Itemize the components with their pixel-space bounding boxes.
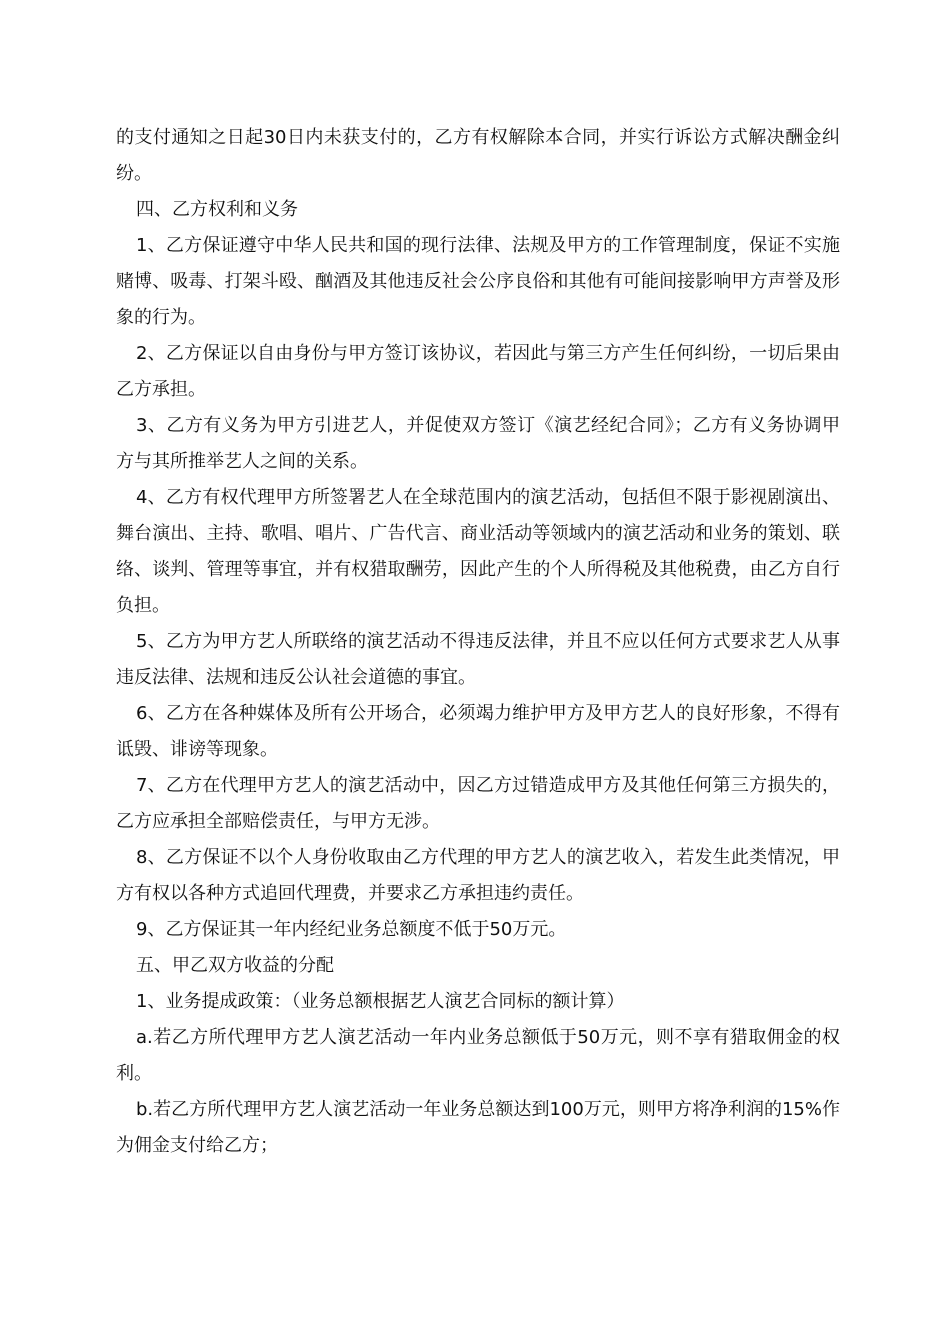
clause-commission-a: a.若乙方所代理甲方艺人演艺活动一年内业务总额低于50万元，则不享有猎取佣金的权利。 (116, 1027, 840, 1084)
section-heading-party-b-rights: 四、乙方权利和义务 (136, 199, 298, 220)
clause-9-minimum-volume: 9、乙方保证其一年内经纪业务总额度不低于50万元。 (136, 919, 567, 940)
clause-commission-b: b.若乙方所代理甲方艺人演艺活动一年业务总额达到100万元，则甲方将净利润的15%作为佣金支付给乙方； (116, 1099, 840, 1156)
clause-3-artist-introduction: 3、乙方有义务为甲方引进艺人，并促使双方签订《演艺经纪合同》；乙方有义务协调甲方与其所推举艺人之间的关系。 (116, 415, 840, 472)
clause-4-agency-rights: 4、乙方有权代理甲方所签署艺人在全球范围内的演艺活动，包括但不限于影视剧演出、舞台演出、主持、歌唱、唱片、广告代言、商业活动等领域内的演艺活动和业务的策划、联络、谈判、管理等事宜，并有权猎取酬劳，因此产生的个人所得税及其他税费，由乙方自行负担。 (116, 487, 840, 616)
clause-6-public-image: 6、乙方在各种媒体及所有公开场合，必须竭力维护甲方及甲方艺人的良好形象，不得有诋毁、诽谤等现象。 (116, 703, 840, 760)
clause-7-liability: 7、乙方在代理甲方艺人的演艺活动中，因乙方过错造成甲方及其他任何第三方损失的，乙方应承担全部赔偿责任，与甲方无涉。 (116, 775, 840, 832)
clause-commission-policy: 1、业务提成政策：（业务总额根据艺人演艺合同标的额计算） (136, 991, 625, 1012)
clause-1-law-compliance: 1、乙方保证遵守中华人民共和国的现行法律、法规及甲方的工作管理制度，保证不实施赌博、吸毒、打架斗殴、酗酒及其他违反社会公序良俗和其他有可能间接影响甲方声誉及形象的行为。 (116, 235, 840, 328)
section-heading-revenue-split: 五、甲乙双方收益的分配 (136, 955, 334, 976)
clause-2-free-identity: 2、乙方保证以自由身份与甲方签订该协议，若因此与第三方产生任何纠纷，一切后果由乙方承担。 (116, 343, 840, 400)
paragraph-payment-termination: 的支付通知之日起30日内未获支付的，乙方有权解除本合同，并实行诉讼方式解决酬金纠纷。 (116, 127, 840, 184)
document-body (116, 120, 840, 1164)
clause-8-income-collection: 8、乙方保证不以个人身份收取由乙方代理的甲方艺人的演艺收入，若发生此类情况，甲方有权以各种方式追回代理费，并要求乙方承担违约责任。 (116, 847, 840, 904)
clause-5-legal-activities: 5、乙方为甲方艺人所联络的演艺活动不得违反法律，并且不应以任何方式要求艺人从事违反法律、法规和违反公认社会道德的事宜。 (116, 631, 840, 688)
